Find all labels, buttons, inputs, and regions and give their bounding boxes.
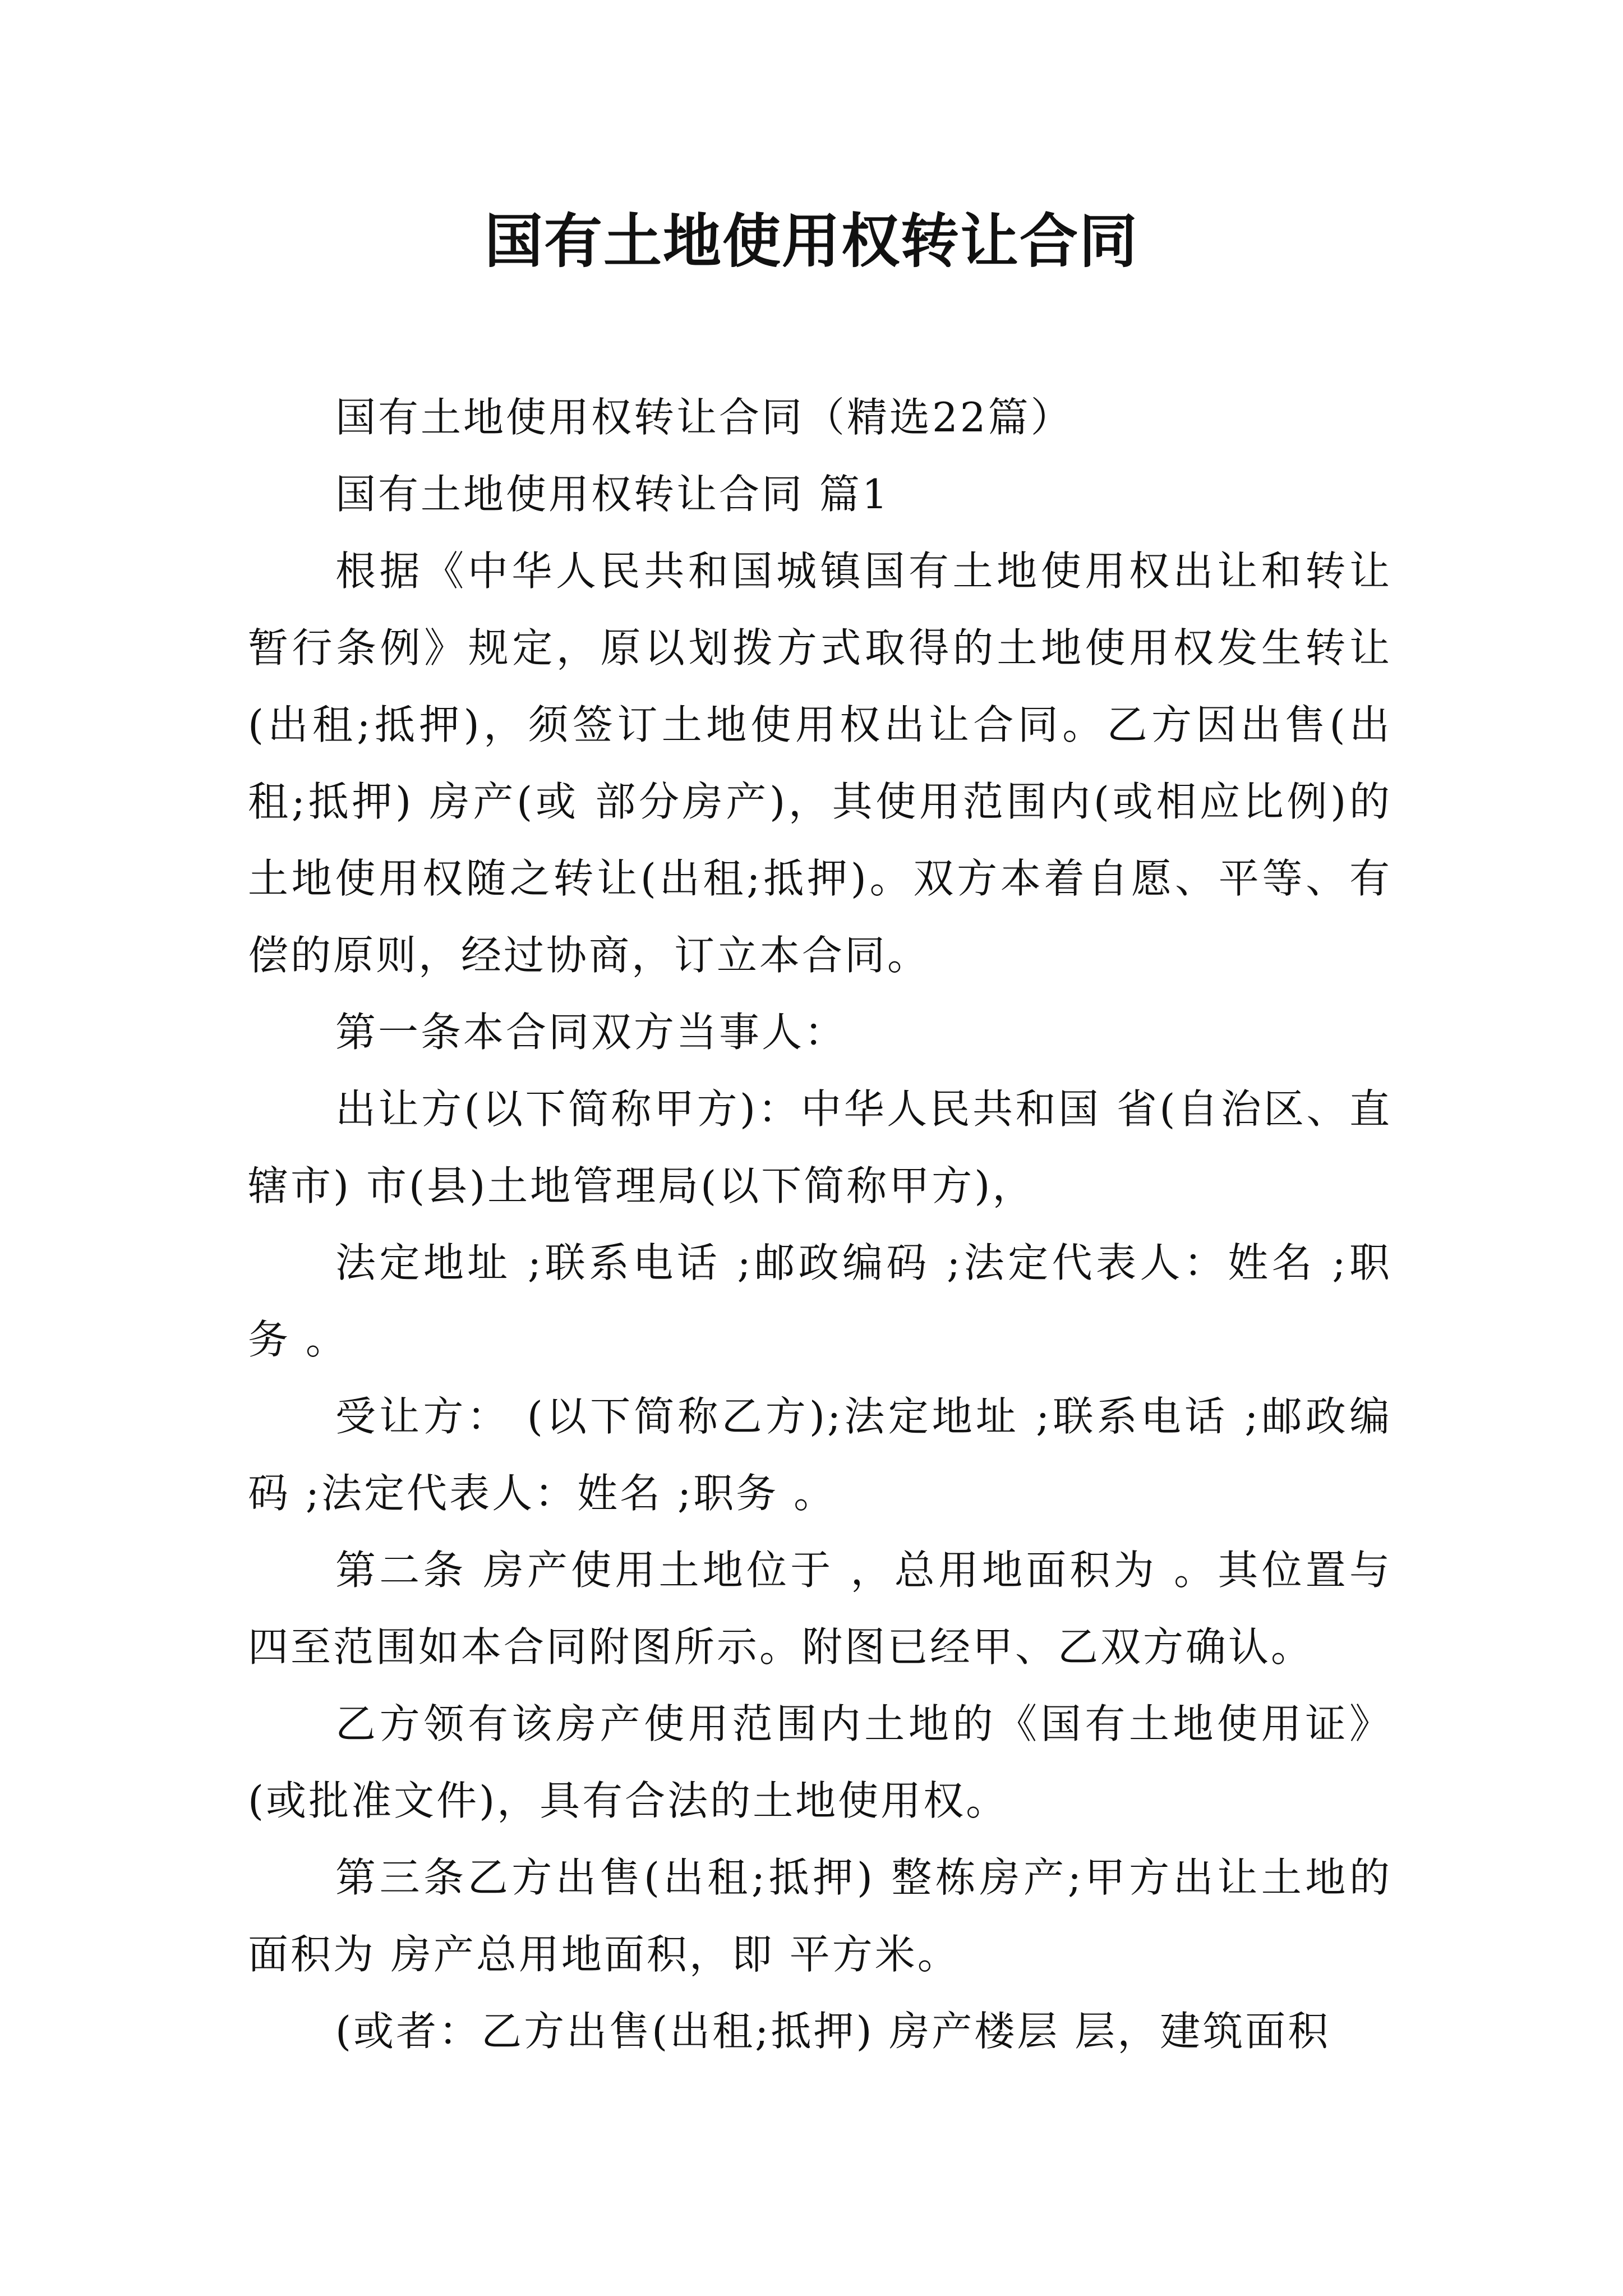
paragraph-grantor-details: 法定地址 ;联系电话 ;邮政编码 ;法定代表人：姓名 ;职务 。	[248, 1239, 1392, 1363]
paragraph-section-heading: 国有土地使用权转让合同 篇1	[335, 471, 890, 518]
document-title: 国有土地使用权转让合同	[484, 206, 1138, 275]
paragraph-article-3: 第三条乙方出售(出租;抵押) 整栋房产;甲方出让土地的面积为 房产总用地面积，即 平方米。	[248, 1854, 1392, 1978]
paragraph-article-2: 第二条 房产使用土地位于 ，总用地面积为 。其位置与四至范围如本合同附图所示。附图已经甲、乙双方确认。	[248, 1547, 1392, 1671]
paragraph-land-certificate: 乙方领有该房产使用范围内土地的《国有土地使用证》(或批准文件)，具有合法的土地使用权。	[248, 1700, 1392, 1824]
paragraph-alternative: (或者：乙方出售(出租;抵押) 房产楼层 层，建筑面积	[335, 2008, 1331, 2055]
paragraph-grantee: 受让方： (以下简称乙方);法定地址 ;联系电话 ;邮政编码 ;法定代表人：姓名 ;职务 。	[248, 1393, 1392, 1517]
paragraph-preamble: 根据《中华人民共和国城镇国有土地使用权出让和转让暂行条例》规定，原以划拨方式取得的土地使用权发生转让(出租;抵押)，须签订土地使用权出让合同。乙方因出售(出租;抵押) 房产(或 部分房产)，其使用范围内(或相应比例)的土地使用权随之转让(出租;抵押)。双方本着自愿、平等、有偿的原则，经过协商，订立本合同。	[248, 547, 1392, 979]
paragraph-grantor: 出让方(以下简称甲方)：中华人民共和国 省(自治区、直辖市) 市(县)土地管理局(以下简称甲方)，	[248, 1085, 1392, 1209]
document-body	[248, 379, 1392, 2070]
paragraph-article-1: 第一条本合同双方当事人：	[335, 1009, 847, 1056]
paragraph-subtitle: 国有土地使用权转让合同（精选22篇）	[335, 394, 1073, 441]
